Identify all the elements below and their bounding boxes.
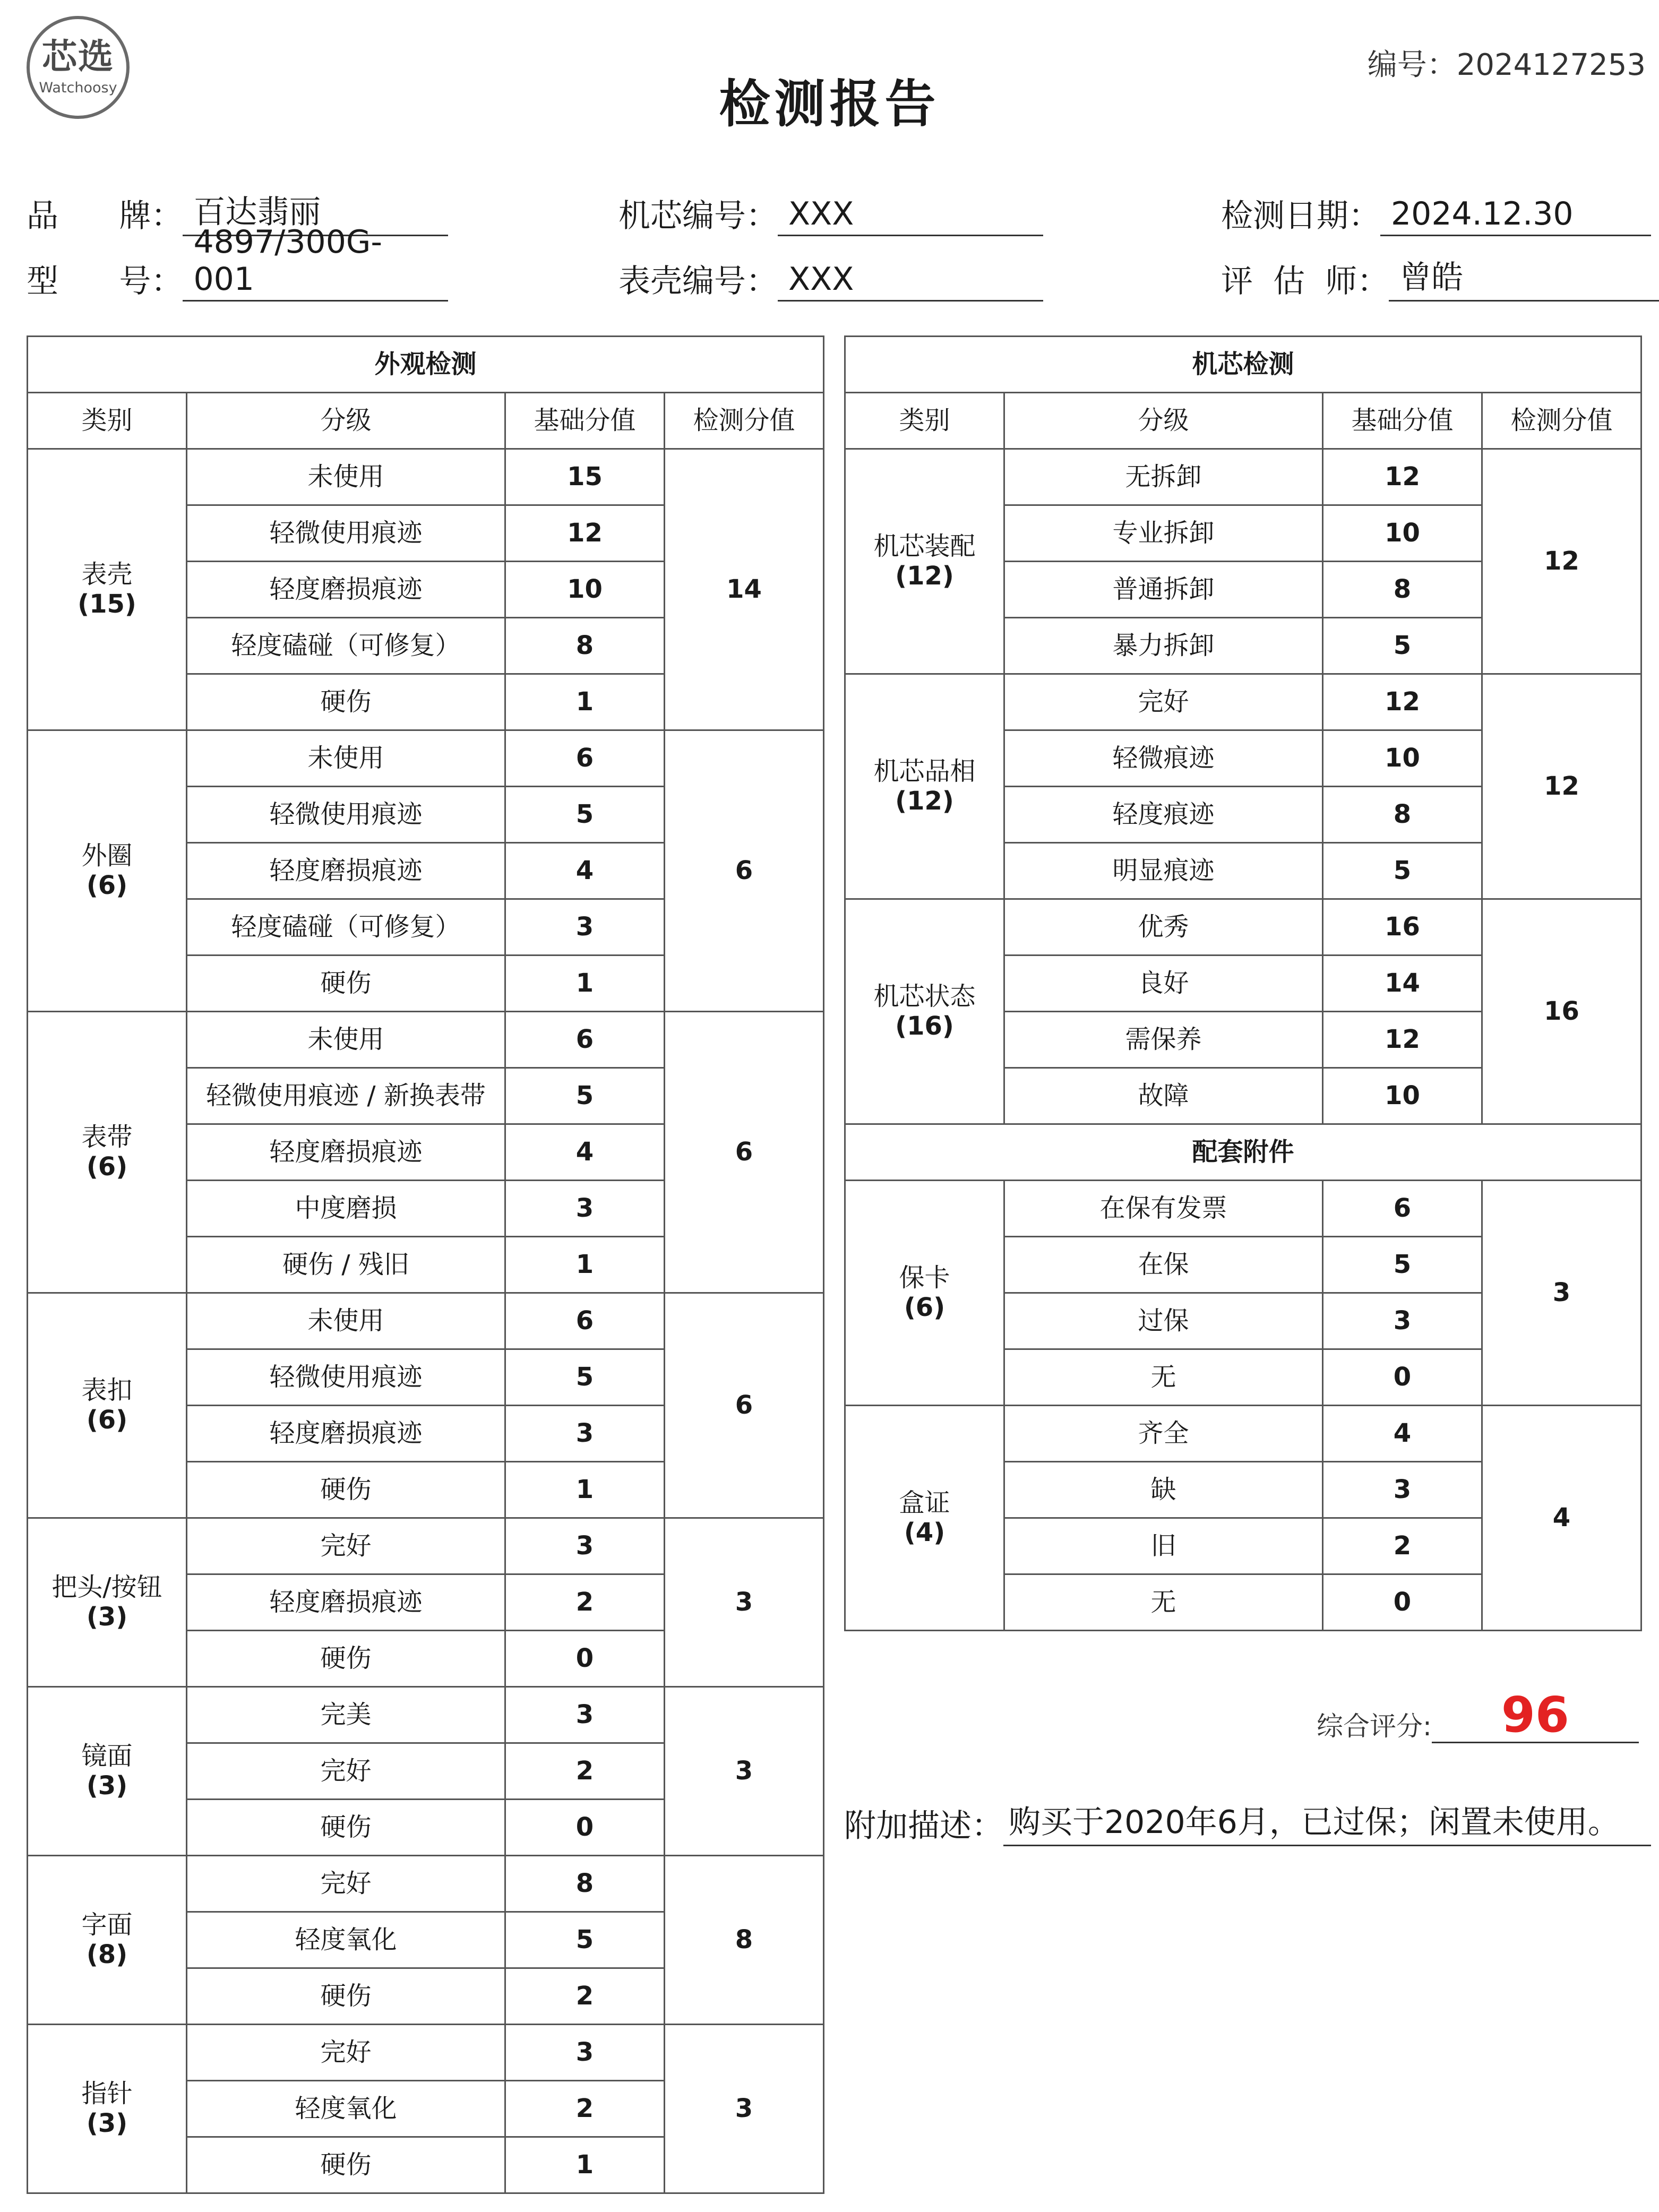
base-score-cell: 3 xyxy=(505,1518,665,1574)
grade-cell: 在保有发票 xyxy=(1004,1181,1323,1237)
category-cell xyxy=(28,730,187,1012)
base-score-cell: 1 xyxy=(505,1237,665,1293)
category-cell xyxy=(28,2025,187,2193)
case-no-value: XXX xyxy=(778,259,1043,302)
base-score-cell: 3 xyxy=(1323,1293,1482,1349)
category-max: (16) xyxy=(895,1011,954,1041)
detected-score-cell: 6 xyxy=(665,1012,824,1293)
detected-score-cell: 3 xyxy=(665,2025,824,2193)
base-score-cell: 5 xyxy=(505,787,665,843)
page-title: 检测报告 xyxy=(719,74,940,134)
assessor-field xyxy=(1221,259,1659,302)
grade-cell: 轻微使用痕迹 xyxy=(187,505,505,562)
category-name: 字面 xyxy=(81,1910,133,1940)
base-score-cell: 12 xyxy=(1323,1012,1482,1068)
grade-cell: 未使用 xyxy=(187,730,505,787)
category-cell xyxy=(845,449,1004,674)
category-name: 把头/按钮 xyxy=(51,1572,162,1603)
grade-cell: 硬伤 xyxy=(187,674,505,730)
grade-cell: 齐全 xyxy=(1004,1406,1323,1462)
table-row xyxy=(845,674,1641,730)
grade-cell: 轻微使用痕迹 xyxy=(187,787,505,843)
logo-text: 芯选 xyxy=(42,36,114,77)
logo-subtext: Watchoosy xyxy=(39,79,117,96)
grade-cell: 优秀 xyxy=(1004,899,1323,956)
grade-cell: 完好 xyxy=(187,1856,505,1912)
category-max: (3) xyxy=(86,1770,128,1801)
base-score-cell: 0 xyxy=(1323,1574,1482,1631)
base-score-cell: 10 xyxy=(505,562,665,618)
table-row xyxy=(28,1518,824,1574)
base-score-cell: 2 xyxy=(505,2081,665,2137)
section-title: 机芯检测 xyxy=(845,337,1641,393)
base-score-cell: 1 xyxy=(505,2137,665,2193)
grade-cell: 轻微使用痕迹 xyxy=(187,1349,505,1406)
base-score-cell: 3 xyxy=(505,2025,665,2081)
appearance-table xyxy=(27,335,824,2194)
grade-cell: 普通拆卸 xyxy=(1004,562,1323,618)
base-score-cell: 4 xyxy=(1323,1406,1482,1462)
table-row xyxy=(845,899,1641,956)
column-header-score: 检测分值 xyxy=(665,393,824,449)
detected-score-cell: 6 xyxy=(665,730,824,1012)
base-score-cell: 0 xyxy=(1323,1349,1482,1406)
base-score-cell: 3 xyxy=(1323,1462,1482,1518)
movement-no-field xyxy=(618,194,1043,236)
category-max: (6) xyxy=(86,1151,128,1182)
base-score-cell: 5 xyxy=(1323,618,1482,674)
base-score-cell: 1 xyxy=(505,956,665,1012)
base-score-cell: 10 xyxy=(1323,505,1482,562)
grade-cell: 轻度磨损痕迹 xyxy=(187,1574,505,1631)
detected-score-cell: 4 xyxy=(1482,1406,1641,1631)
grade-cell: 明显痕迹 xyxy=(1004,843,1323,899)
base-score-cell: 1 xyxy=(505,1462,665,1518)
category-max: (6) xyxy=(86,870,128,900)
category-name: 机芯状态 xyxy=(873,982,976,1012)
grade-cell: 在保 xyxy=(1004,1237,1323,1293)
base-score-cell: 1 xyxy=(505,674,665,730)
base-score-cell: 12 xyxy=(1323,674,1482,730)
table-row xyxy=(28,449,824,505)
category-cell xyxy=(28,1293,187,1518)
detected-score-cell: 3 xyxy=(665,1518,824,1687)
grade-cell: 需保养 xyxy=(1004,1012,1323,1068)
base-score-cell: 3 xyxy=(505,1687,665,1743)
table-row xyxy=(28,1293,824,1349)
additional-notes-label: 附加描述： xyxy=(844,1808,1003,1845)
grade-cell: 硬伤 xyxy=(187,956,505,1012)
base-score-cell: 3 xyxy=(505,899,665,956)
base-score-cell: 5 xyxy=(505,1349,665,1406)
category-cell xyxy=(28,1687,187,1856)
category-max: (12) xyxy=(895,561,954,591)
grade-cell: 专业拆卸 xyxy=(1004,505,1323,562)
document-number-value: 2024127253 xyxy=(1456,48,1646,82)
table-row xyxy=(28,1687,824,1743)
additional-notes-value: 购买于2020年6月，已过保；闲置未使用。 xyxy=(1003,1797,1651,1846)
grade-cell: 无 xyxy=(1004,1574,1323,1631)
grade-cell: 未使用 xyxy=(187,1293,505,1349)
base-score-cell: 4 xyxy=(505,1124,665,1181)
table-row xyxy=(28,730,824,787)
detected-score-cell: 14 xyxy=(665,449,824,730)
column-header-category: 类别 xyxy=(845,393,1004,449)
category-max: (6) xyxy=(86,1405,128,1435)
grade-cell: 完好 xyxy=(1004,674,1323,730)
grade-cell: 硬伤 xyxy=(187,1800,505,1856)
column-header-row xyxy=(845,393,1641,449)
grade-cell: 硬伤 xyxy=(187,1968,505,2025)
grade-cell: 中度磨损 xyxy=(187,1181,505,1237)
grade-cell: 未使用 xyxy=(187,449,505,505)
case-no-label: 表壳编号： xyxy=(618,263,778,300)
section-header-row xyxy=(845,1124,1641,1181)
base-score-cell: 12 xyxy=(1323,449,1482,505)
grade-cell: 缺 xyxy=(1004,1462,1323,1518)
grade-cell: 轻度氧化 xyxy=(187,1912,505,1968)
category-cell xyxy=(28,449,187,730)
category-cell xyxy=(28,1856,187,2025)
category-name: 保卡 xyxy=(899,1263,950,1293)
model-label: 型 号： xyxy=(27,263,183,300)
category-name: 机芯品相 xyxy=(873,756,976,787)
brand-label: 品 牌： xyxy=(27,197,183,235)
base-score-cell: 0 xyxy=(505,1631,665,1687)
base-score-cell: 8 xyxy=(505,1856,665,1912)
base-score-cell: 5 xyxy=(505,1912,665,1968)
category-name: 机芯装配 xyxy=(873,531,976,562)
category-name: 外圈 xyxy=(81,841,133,871)
base-score-cell: 4 xyxy=(505,843,665,899)
category-name: 镜面 xyxy=(81,1741,133,1771)
grade-cell: 轻度磨损痕迹 xyxy=(187,1406,505,1462)
grade-cell: 轻微痕迹 xyxy=(1004,730,1323,787)
overall-score-value: 96 xyxy=(1432,1691,1639,1743)
category-name: 指针 xyxy=(81,2079,133,2109)
date-label: 检测日期： xyxy=(1221,197,1380,235)
base-score-cell: 15 xyxy=(505,449,665,505)
brand-value: 百达翡丽 xyxy=(183,194,448,236)
category-cell xyxy=(28,1518,187,1687)
category-max: (12) xyxy=(895,786,954,816)
category-cell xyxy=(28,1012,187,1293)
base-score-cell: 3 xyxy=(505,1406,665,1462)
grade-cell: 故障 xyxy=(1004,1068,1323,1124)
base-score-cell: 10 xyxy=(1323,730,1482,787)
base-score-cell: 10 xyxy=(1323,1068,1482,1124)
grade-cell: 完美 xyxy=(187,1687,505,1743)
grade-cell: 轻度痕迹 xyxy=(1004,787,1323,843)
column-header-row xyxy=(28,393,824,449)
model-field xyxy=(27,223,448,302)
table-row xyxy=(28,2025,824,2081)
category-cell xyxy=(845,1406,1004,1631)
assessor-label: 评 估 师： xyxy=(1221,263,1389,300)
base-score-cell: 3 xyxy=(505,1181,665,1237)
table-row xyxy=(845,449,1641,505)
column-header-base: 基础分值 xyxy=(1323,393,1482,449)
detected-score-cell: 6 xyxy=(665,1293,824,1518)
detected-score-cell: 12 xyxy=(1482,674,1641,899)
column-header-category: 类别 xyxy=(28,393,187,449)
category-max: (3) xyxy=(86,1602,128,1632)
base-score-cell: 8 xyxy=(1323,562,1482,618)
document-number-label: 编号： xyxy=(1367,48,1457,82)
table-row xyxy=(845,1181,1641,1237)
category-cell xyxy=(845,899,1004,1124)
base-score-cell: 0 xyxy=(505,1800,665,1856)
base-score-cell: 6 xyxy=(505,730,665,787)
grade-cell: 完好 xyxy=(187,2025,505,2081)
grade-cell: 轻度磕碰（可修复） xyxy=(187,899,505,956)
section-header-row xyxy=(845,337,1641,393)
model-value: 4897/300G-001 xyxy=(183,259,448,302)
category-cell xyxy=(845,1181,1004,1406)
base-score-cell: 8 xyxy=(1323,787,1482,843)
table-row xyxy=(28,1856,824,1912)
base-score-cell: 14 xyxy=(1323,956,1482,1012)
table-row xyxy=(28,1012,824,1068)
detected-score-cell: 3 xyxy=(1482,1181,1641,1406)
section-title: 外观检测 xyxy=(28,337,824,393)
grade-cell: 无拆卸 xyxy=(1004,449,1323,505)
category-max: (15) xyxy=(78,589,136,619)
grade-cell: 轻微使用痕迹 / 新换表带 xyxy=(187,1068,505,1124)
category-cell xyxy=(845,674,1004,899)
detected-score-cell: 3 xyxy=(665,1687,824,1856)
grade-cell: 轻度氧化 xyxy=(187,2081,505,2137)
grade-cell: 轻度磨损痕迹 xyxy=(187,1124,505,1181)
grade-cell: 暴力拆卸 xyxy=(1004,618,1323,674)
base-score-cell: 5 xyxy=(505,1068,665,1124)
detected-score-cell: 12 xyxy=(1482,449,1641,674)
base-score-cell: 6 xyxy=(505,1293,665,1349)
grade-cell: 轻度磨损痕迹 xyxy=(187,562,505,618)
grade-cell: 硬伤 xyxy=(187,2137,505,2193)
category-max: (3) xyxy=(86,2108,128,2138)
assessor-value: 曾皓 xyxy=(1389,259,1659,302)
base-score-cell: 8 xyxy=(505,618,665,674)
grade-cell: 旧 xyxy=(1004,1518,1323,1574)
base-score-cell: 5 xyxy=(1323,1237,1482,1293)
grade-cell: 轻度磨损痕迹 xyxy=(187,843,505,899)
column-header-score: 检测分值 xyxy=(1482,393,1641,449)
column-header-grade: 分级 xyxy=(187,393,505,449)
grade-cell: 无 xyxy=(1004,1349,1323,1406)
base-score-cell: 6 xyxy=(1323,1181,1482,1237)
category-name: 表扣 xyxy=(81,1375,133,1406)
case-no-field xyxy=(618,259,1043,302)
detected-score-cell: 8 xyxy=(665,1856,824,2025)
overall-score-label: 综合评分: xyxy=(1317,1711,1432,1742)
base-score-cell: 2 xyxy=(1323,1518,1482,1574)
category-max: (4) xyxy=(904,1517,945,1547)
category-max: (6) xyxy=(904,1292,945,1322)
base-score-cell: 6 xyxy=(505,1012,665,1068)
grade-cell: 完好 xyxy=(187,1518,505,1574)
category-max: (8) xyxy=(86,1939,128,1969)
grade-cell: 良好 xyxy=(1004,956,1323,1012)
column-header-base: 基础分值 xyxy=(505,393,665,449)
grade-cell: 硬伤 xyxy=(187,1631,505,1687)
grade-cell: 硬伤 xyxy=(187,1462,505,1518)
base-score-cell: 2 xyxy=(505,1968,665,2025)
section-header-row xyxy=(28,337,824,393)
date-value: 2024.12.30 xyxy=(1380,194,1651,236)
movement-no-label: 机芯编号： xyxy=(618,197,778,235)
movement-table xyxy=(844,335,1642,1631)
category-name: 表带 xyxy=(81,1122,133,1152)
table-row xyxy=(845,1406,1641,1462)
column-header-grade: 分级 xyxy=(1004,393,1323,449)
base-score-cell: 5 xyxy=(1323,843,1482,899)
base-score-cell: 2 xyxy=(505,1743,665,1800)
section-title: 配套附件 xyxy=(845,1124,1641,1181)
movement-no-value: XXX xyxy=(778,194,1043,236)
additional-notes xyxy=(844,1797,1651,1846)
grade-cell: 硬伤 / 残旧 xyxy=(187,1237,505,1293)
overall-score xyxy=(1317,1686,1639,1743)
grade-cell: 完好 xyxy=(187,1743,505,1800)
base-score-cell: 2 xyxy=(505,1574,665,1631)
grade-cell: 轻度磕碰（可修复） xyxy=(187,618,505,674)
base-score-cell: 12 xyxy=(505,505,665,562)
detected-score-cell: 16 xyxy=(1482,899,1641,1124)
date-field xyxy=(1221,194,1651,236)
category-name: 表壳 xyxy=(81,560,133,590)
category-name: 盒证 xyxy=(899,1488,950,1518)
grade-cell: 过保 xyxy=(1004,1293,1323,1349)
base-score-cell: 16 xyxy=(1323,899,1482,956)
grade-cell: 未使用 xyxy=(187,1012,505,1068)
